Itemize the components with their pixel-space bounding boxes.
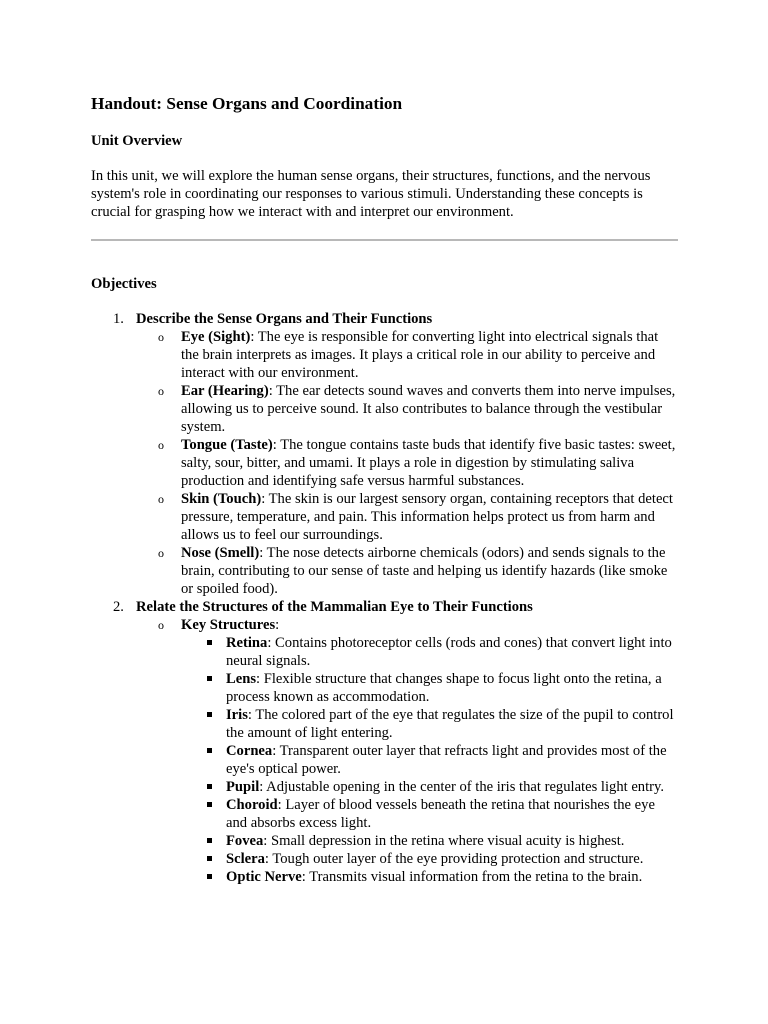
section-divider	[91, 239, 678, 241]
square-bullet-icon	[207, 676, 212, 681]
description: : The ear detects sound waves and converts them into nerve impulses, allowing us to perceive sound. It also contributes to balance through the vestibular system.	[181, 383, 676, 435]
list-item	[136, 544, 678, 598]
list-item	[181, 742, 678, 778]
description: : The skin is our largest sensory organ, containing receptors that detect pressure, temperature, and pain. This information helps protect us from harm and allows us to feel our surroundings.	[181, 491, 673, 543]
term: Sclera	[226, 851, 265, 867]
structure-list	[181, 634, 678, 886]
circle-bullet-icon: o	[158, 492, 164, 506]
circle-bullet-icon: o	[158, 330, 164, 344]
circle-bullet-icon: o	[158, 384, 164, 398]
description: : The eye is responsible for converting light into electrical signals that the brain interprets as images. It plays a critical role in our ability to perceive and interact with our environment.	[181, 329, 659, 381]
square-bullet-icon	[207, 784, 212, 789]
term: Nose (Smell)	[181, 545, 260, 561]
term: Choroid	[226, 797, 278, 813]
description: : The colored part of the eye that regulates the size of the pupil to control the amount of light entering.	[226, 707, 674, 741]
term: Iris	[226, 707, 248, 723]
objective-item-1	[91, 310, 678, 598]
objective-item-2	[91, 598, 678, 886]
description: : The nose detects airborne chemicals (odors) and sends signals to the brain, contributing to our sense of taste and helping us identify hazards (like smoke or spoiled food).	[181, 545, 668, 597]
objectives-heading: Objectives	[91, 276, 157, 292]
list-item	[181, 850, 678, 868]
description: : Transmits visual information from the retina to the brain.	[301, 869, 643, 885]
square-bullet-icon	[207, 838, 212, 843]
term: Ear (Hearing)	[181, 383, 269, 399]
objective-title: Relate the Structures of the Mammalian Eye to Their Functions	[136, 599, 533, 615]
term: Optic Nerve	[226, 869, 302, 885]
key-structures-label: Key Structures	[181, 617, 276, 633]
document-title: Handout: Sense Organs and Coordination	[91, 94, 403, 113]
list-item	[136, 382, 678, 436]
square-bullet-icon	[207, 748, 212, 753]
square-bullet-icon	[207, 802, 212, 807]
square-bullet-icon	[207, 712, 212, 717]
term: Retina	[226, 635, 268, 651]
objective-number: 2.	[113, 599, 124, 615]
circle-bullet-icon: o	[158, 618, 164, 632]
circle-bullet-icon: o	[158, 546, 164, 560]
sense-organ-list	[136, 328, 678, 598]
description: : The tongue contains taste buds that identify five basic tastes: sweet, salty, sour, bitter, and umami. It plays a role in digestion by stimulating saliva production and identifying safe versus harmful substances.	[181, 437, 676, 489]
list-item	[181, 832, 678, 850]
list-item	[181, 778, 678, 796]
term: Lens	[226, 671, 257, 687]
term: Cornea	[226, 743, 273, 759]
square-bullet-icon	[207, 640, 212, 645]
list-item	[181, 868, 678, 886]
list-item	[181, 634, 678, 670]
objective-title: Describe the Sense Organs and Their Functions	[136, 311, 433, 327]
list-item	[181, 670, 678, 706]
term: Skin (Touch)	[181, 491, 262, 507]
description: : Layer of blood vessels beneath the retina that nourishes the eye and absorbs excess light.	[226, 797, 655, 831]
description: : Flexible structure that changes shape to focus light onto the retina, a process known as accommodation.	[226, 671, 662, 705]
description: : Small depression in the retina where visual acuity is highest.	[263, 833, 625, 849]
circle-bullet-icon: o	[158, 438, 164, 452]
list-item	[136, 616, 678, 886]
term: Tongue (Taste)	[181, 437, 273, 453]
overview-text: In this unit, we will explore the human sense organs, their structures, functions, and the nervous system's role in coordinating our responses to various stimuli. Understanding these concepts is crucial for grasping how we interact with and interpret our environment.	[91, 168, 651, 220]
list-item	[136, 328, 678, 382]
description: : Transparent outer layer that refracts light and provides most of the eye's optical power.	[226, 743, 667, 777]
eye-structures-list	[136, 616, 678, 886]
objective-number: 1.	[113, 311, 124, 327]
term: Fovea	[226, 833, 264, 849]
description: : Contains photoreceptor cells (rods and cones) that convert light into neural signals.	[226, 635, 672, 669]
square-bullet-icon	[207, 856, 212, 861]
objectives-list	[91, 310, 678, 886]
colon: :	[275, 617, 280, 633]
term: Eye (Sight)	[181, 329, 251, 345]
square-bullet-icon	[207, 874, 212, 879]
description: : Tough outer layer of the eye providing protection and structure.	[264, 851, 644, 867]
list-item	[181, 706, 678, 742]
overview-heading: Unit Overview	[91, 133, 183, 149]
list-item	[181, 796, 678, 832]
list-item	[136, 490, 678, 544]
list-item	[136, 436, 678, 490]
term: Pupil	[226, 779, 260, 795]
description: : Adjustable opening in the center of the iris that regulates light entry.	[259, 779, 664, 795]
